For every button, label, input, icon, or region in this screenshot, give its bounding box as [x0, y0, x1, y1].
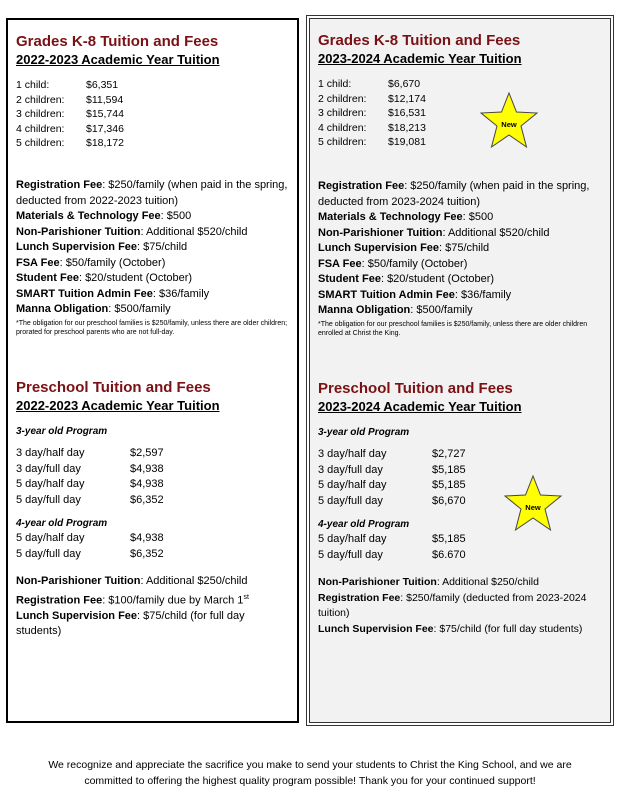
children-tuition-table — [318, 77, 604, 150]
fee-item: Registration Fee: $250/family (when paid in the spring, deducted from 2022-2023 tuition) — [16, 179, 288, 207]
table-row: 1 child: $6,351 — [16, 79, 119, 91]
fee-item: FSA Fee: $50/family (October) — [318, 257, 468, 270]
fee-item: Lunch Supervision Fee: $75/child — [318, 242, 490, 254]
table-row: 3 day/full day $4,938 — [16, 462, 164, 475]
fee-item: Registration Fee: $250/family (when paid in the spring, deducted from 2023-2024 tuition) — [318, 180, 590, 208]
preschool-year-title: 2023-2024 Academic Year Tuition — [318, 399, 522, 414]
table-row: 4 children: $18,213 — [318, 121, 426, 134]
table-row: 3 children: $16,531 — [318, 107, 426, 119]
preschool-obligation-note: *The obligation for our preschool families is $250/family, unless there are older children enrolled at Christ the King. — [318, 320, 588, 337]
preschool-heading: Preschool Tuition and Fees — [16, 379, 211, 396]
k8-fees-list — [318, 179, 604, 338]
table-row: 3 day/half day $2,597 — [16, 447, 164, 459]
fee-item: Student Fee: $20/student (October) — [318, 273, 495, 285]
fee-item: SMART Tuition Admin Fee: $36/family — [318, 288, 512, 301]
table-row: 5 day/half day $4,938 — [16, 532, 164, 544]
fee-item: Lunch Supervision Fee: $75/child (for full day students) — [16, 609, 245, 638]
fee-item: FSA Fee: $50/family (October) — [16, 256, 166, 269]
new-star-icon — [502, 474, 564, 534]
table-row: 5 day/half day $5,185 — [318, 533, 466, 545]
k8-fees-list — [16, 178, 291, 337]
fee-item: Non-Parishioner Tuition: Additional $250/child — [16, 575, 248, 587]
table-row: 5 day/full day $6,352 — [16, 493, 164, 506]
right-panel-2023-2024 — [309, 18, 611, 723]
table-row: 4 children: $17,346 — [16, 122, 124, 135]
children-tuition-table — [16, 78, 291, 151]
k8-year-title: 2022-2023 Academic Year Tuition — [16, 52, 220, 67]
preschool-heading: Preschool Tuition and Fees — [318, 380, 513, 397]
k8-heading: Grades K-8 Tuition and Fees — [16, 33, 219, 50]
fee-item: Manna Obligation: $500/family — [318, 304, 473, 316]
new-star-icon — [478, 91, 540, 151]
k8-section-2023 — [318, 31, 604, 150]
fee-item: Registration Fee: $100/family due by March 1st — [16, 593, 249, 607]
table-row: 5 day/half day $5,185 — [318, 479, 466, 491]
fee-item: Lunch Supervision Fee: $75/child (for full day students) — [318, 622, 583, 635]
table-row: 3 children: $15,744 — [16, 108, 124, 120]
table-row: 2 children: $11,594 — [16, 93, 124, 106]
table-row: 5 day/full day $6,352 — [16, 547, 164, 560]
left-panel-2022-2023 — [6, 18, 299, 723]
k8-heading: Grades K-8 Tuition and Fees — [318, 32, 521, 49]
footer-line-1: We recognize and appreciate the sacrifice you make to send your students to Christ the King School, and we are — [48, 759, 572, 771]
fee-item: Student Fee: $20/student (October) — [16, 272, 193, 284]
four-year-program-table — [318, 532, 604, 563]
three-year-program-title: 3-year old Program — [16, 426, 108, 437]
table-row: 5 day/full day $6.670 — [318, 548, 466, 561]
footer-line-2: committed to offering the highest quality program possible! Thank you for your continued support! — [84, 775, 536, 787]
new-star-label: New — [525, 503, 541, 512]
table-row: 1 child: $6,670 — [318, 78, 421, 90]
fee-item: Non-Parishioner Tuition: Additional $250/child — [318, 576, 539, 588]
table-row: 5 day/full day $6,670 — [318, 494, 466, 507]
fee-item: Materials & Technology Fee: $500 — [16, 210, 192, 222]
preschool-obligation-note: *The obligation for our preschool families is $250/family, unless there are older children; prorated for preschool parents who are not full-day. — [16, 319, 288, 336]
three-year-program-table — [16, 446, 291, 508]
fee-item: Manna Obligation: $500/family — [16, 303, 171, 315]
table-row: 5 children: $18,172 — [16, 137, 124, 149]
preschool-year-title: 2022-2023 Academic Year Tuition — [16, 398, 220, 413]
k8-year-title: 2023-2024 Academic Year Tuition — [318, 51, 522, 66]
table-row: 3 day/half day $2,727 — [318, 448, 466, 460]
new-star-label: New — [501, 120, 517, 129]
fee-item: Lunch Supervision Fee: $75/child — [16, 241, 188, 253]
table-row: 5 children: $19,081 — [318, 136, 426, 148]
fee-item: Non-Parishioner Tuition: Additional $520/child — [318, 226, 550, 239]
fee-item: SMART Tuition Admin Fee: $36/family — [16, 287, 210, 300]
fee-item: Non-Parishioner Tuition: Additional $520/child — [16, 225, 248, 238]
four-year-program-table — [16, 531, 291, 562]
four-year-program-title: 4-year old Program — [318, 519, 410, 530]
preschool-fees-list — [318, 575, 604, 637]
preschool-fees-list — [16, 574, 291, 640]
preschool-section-2022 — [16, 378, 291, 640]
three-year-program-title: 3-year old Program — [318, 427, 410, 438]
four-year-program-title: 4-year old Program — [16, 518, 108, 529]
k8-section-2022 — [16, 32, 291, 151]
table-row: 2 children: $12,174 — [318, 92, 426, 105]
table-row: 3 day/full day $5,185 — [318, 463, 466, 476]
table-row: 5 day/half day $4,938 — [16, 478, 164, 490]
fee-item: Registration Fee: $250/family (deducted from 2023-2024 tuition) — [318, 591, 587, 619]
fee-item: Materials & Technology Fee: $500 — [318, 211, 494, 223]
footer-message — [0, 757, 620, 789]
